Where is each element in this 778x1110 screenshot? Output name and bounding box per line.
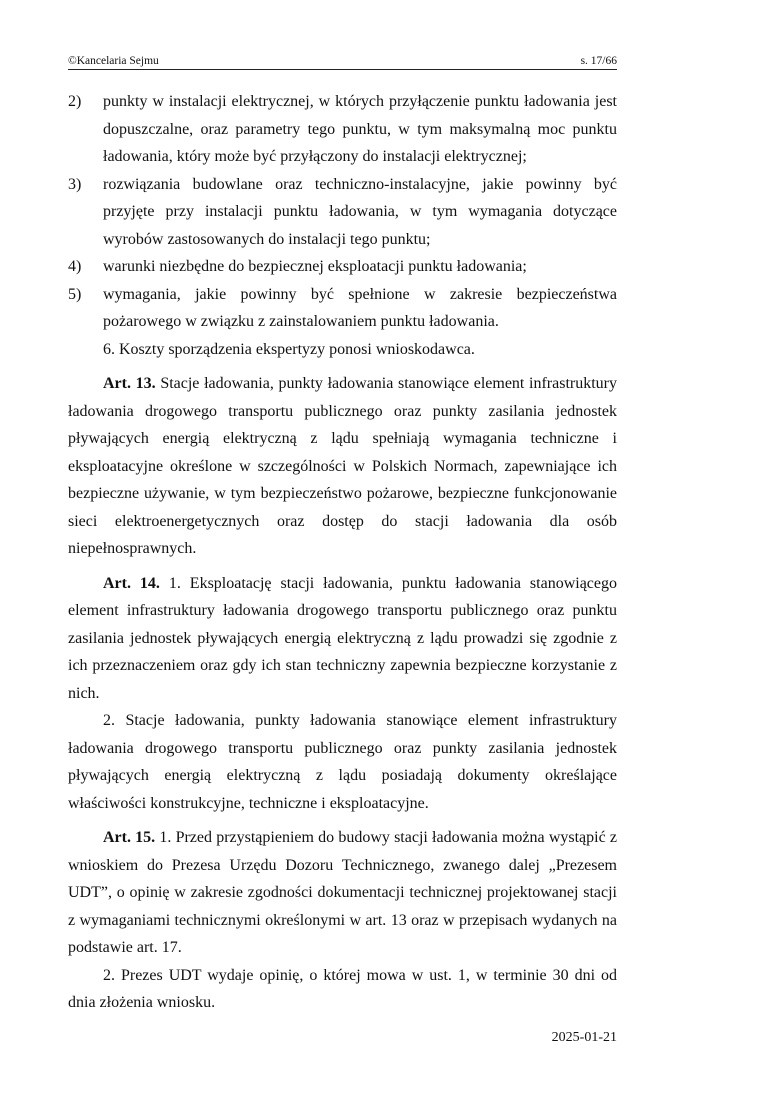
article-13-text: Stacje ładowania, punkty ładowania stanowiące element infrastruktury ładowania drogowego transportu publicznego oraz punkty zasilania jednostek pływających energią elektryczną z lądu spełniają wymagania techniczne i eksploatacyjne określone w szczególności w Polskich Normach, zapewniające ich bezpieczne używanie, w tym bezpieczeństwo pożarowe, bezpieczne funkcjonowanie sieci elektroenergetycznych oraz dostęp do stacji ładowania dla osób niepełnosprawnych. <box>68 375 618 557</box>
article-14-label: Art. 14. <box>103 574 160 592</box>
article-14-section-1 <box>68 570 617 708</box>
paragraph-6: 6. Koszty sporządzenia ekspertyzy ponosi wnioskodawca. <box>103 340 475 358</box>
list-item <box>68 281 617 336</box>
list-item-text: wymagania, jakie powinny być spełnione w zakresie bezpieczeństwa pożarowego w związku z zainstalowaniem punktu ładowania. <box>103 285 617 330</box>
article-14-section-2: 2. Stacje ładowania, punkty ładowania stanowiące element infrastruktury ładowania drogowego transportu publicznego oraz punkty zasilania jednostek pływających energią elektryczną z lądu posiadają dokumenty określające właściwości konstrukcyjne, techniczne i eksploatacyjne. <box>68 712 617 812</box>
document-body <box>68 88 617 1017</box>
list-item-text: rozwiązania budowlane oraz techniczno-instalacyjne, jakie powinny być przyjęte przy instalacji punktu ładowania, w tym wymagania dotyczące wyrobów zastosowanych do instalacji tego punktu; <box>103 175 617 248</box>
list-item-number: 3) <box>68 175 82 193</box>
list-item <box>68 88 617 171</box>
list-item-text: punkty w instalacji elektrycznej, w których przyłączenie punktu ładowania jest dopuszczalne, oraz parametry tego punktu, w tym maksymalną moc punktu ładowania, który może być przyłączony do instalacji elektrycznej; <box>103 93 617 165</box>
page-footer-date: 2025-01-21 <box>551 1030 617 1045</box>
article-15-label: Art. 15. <box>103 829 156 846</box>
page-header <box>68 55 617 70</box>
article-13 <box>68 370 617 563</box>
header-source: ©Kancelaria Sejmu <box>68 55 159 67</box>
article-15-section-2: 2. Prezes UDT wydaje opinię, o której mowa w ust. 1, w terminie 30 dni od dnia złożenia wniosku. <box>68 966 617 1011</box>
header-page-number: s. 17/66 <box>580 55 617 67</box>
list-item-text: warunki niezbędne do bezpiecznej eksploatacji punktu ładowania; <box>103 258 527 275</box>
article-15-section-1 <box>68 824 617 962</box>
article-13-label: Art. 13. <box>103 375 156 392</box>
list-item <box>68 253 617 281</box>
article-14-text-1: 1. Eksploatację stacji ładowania, punktu ładowania stanowiącego element infrastruktury ładowania drogowego transportu publicznego oraz punktu zasilania jednostek pływających energią elektryczną z lądu prowadzi się zgodnie z ich przeznaczeniem oraz gdy ich stan techniczny zapewnia bezpieczne korzystanie z nich. <box>68 574 618 702</box>
list-item-number: 2) <box>68 93 82 110</box>
article-15-text-1: 1. Przed przystąpieniem do budowy stacji ładowania można wystąpić z wnioskiem do Prezesa Urzędu Dozoru Technicznego, zwanego dalej „Prezesem UDT”, o opinię w zakresie zgodności dokumentacji technicznej projektowanej stacji z wymaganiami technicznymi określonymi w art. 13 oraz w przepisach wydanych na podstawie art. 17. <box>68 829 618 956</box>
list-item-number: 4) <box>68 258 82 275</box>
list-item <box>68 171 617 254</box>
list-item-number: 5) <box>68 285 82 303</box>
